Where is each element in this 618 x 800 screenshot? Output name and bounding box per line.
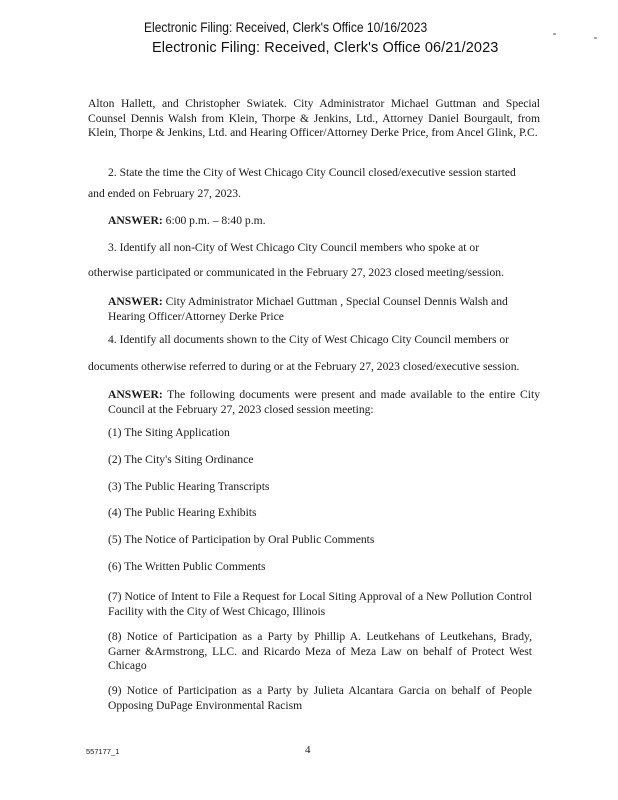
document-list-item: (3) The Public Hearing Transcripts bbox=[108, 480, 270, 493]
document-list-item: (7) Notice of Intent to File a Request for Local Siting Approval of a New Pollution Control Facility with the City of West Chicago, Illinois bbox=[108, 590, 532, 618]
document-list-item: (5) The Notice of Participation by Oral Public Comments bbox=[108, 533, 375, 546]
answer-label: ANSWER: bbox=[108, 295, 163, 308]
question-2-answer bbox=[108, 214, 540, 229]
filing-stamp-june: Electronic Filing: Received, Clerk's Office 06/21/2023 bbox=[152, 40, 499, 56]
question-4-line-1: 4. Identify all documents shown to the City of West Chicago City Council members or bbox=[108, 333, 510, 346]
document-id: 557177_1 bbox=[86, 747, 120, 756]
question-3-line-2: otherwise participated or communicated in the February 27, 2023 closed meeting/session. bbox=[88, 266, 504, 279]
question-3-answer bbox=[108, 295, 540, 324]
document-list-item: (8) Notice of Participation as a Party by Phillip A. Leutkehans of Leutkehans, Brady, Garner &Armstrong, LLC. and Ricardo Meza of Meza Law on behalf of Protect West Chicago bbox=[108, 630, 532, 672]
scan-speck bbox=[594, 37, 597, 39]
question-3-line-1: 3. Identify all non-City of West Chicago City Council members who spoke at or bbox=[108, 241, 480, 254]
document-list-item: (2) The City's Siting Ordinance bbox=[108, 453, 254, 466]
answer-text: City Administrator Michael Guttman , Special Counsel Dennis Walsh and Hearing Officer/Attorney Derke Price bbox=[108, 295, 508, 323]
document-list-item: (1) The Siting Application bbox=[108, 426, 230, 439]
answer-label: ANSWER: bbox=[108, 388, 163, 401]
continuation-paragraph: Alton Hallett, and Christopher Swiatek. City Administrator Michael Guttman and Special Counsel Dennis Walsh from Klein, Thorpe & Jenkins, Ltd., Attorney Daniel Bourgault, from Klein, Thorpe & Jenkins, Ltd. and Hearing Officer/Attorney Derke Price, from Ancel Glink, P.C. bbox=[88, 97, 540, 139]
page-number: 4 bbox=[305, 744, 311, 756]
answer-text: The following documents were present and made available to the entire City Council at the February 27, 2023 closed session meeting: bbox=[108, 388, 540, 416]
document-list-item: (4) The Public Hearing Exhibits bbox=[108, 506, 257, 519]
document-list-item: (6) The Written Public Comments bbox=[108, 560, 266, 573]
question-2-line-1: 2. State the time the City of West Chicago City Council closed/executive session started bbox=[108, 166, 516, 179]
document-list-item: (9) Notice of Participation as a Party by Julieta Alcantara Garcia on behalf of People Opposing DuPage Environmental Racism bbox=[108, 684, 532, 712]
scan-speck bbox=[553, 33, 556, 35]
filing-stamp-october: Electronic Filing: Received, Clerk's Office 10/16/2023 bbox=[144, 19, 428, 35]
question-2-line-2: and ended on February 27, 2023. bbox=[88, 187, 241, 200]
answer-label: ANSWER: bbox=[108, 214, 163, 227]
question-4-answer bbox=[108, 388, 540, 417]
answer-text: 6:00 p.m. – 8:40 p.m. bbox=[165, 214, 266, 227]
question-4-line-2: documents otherwise referred to during or at the February 27, 2023 closed/executive session. bbox=[88, 360, 520, 373]
